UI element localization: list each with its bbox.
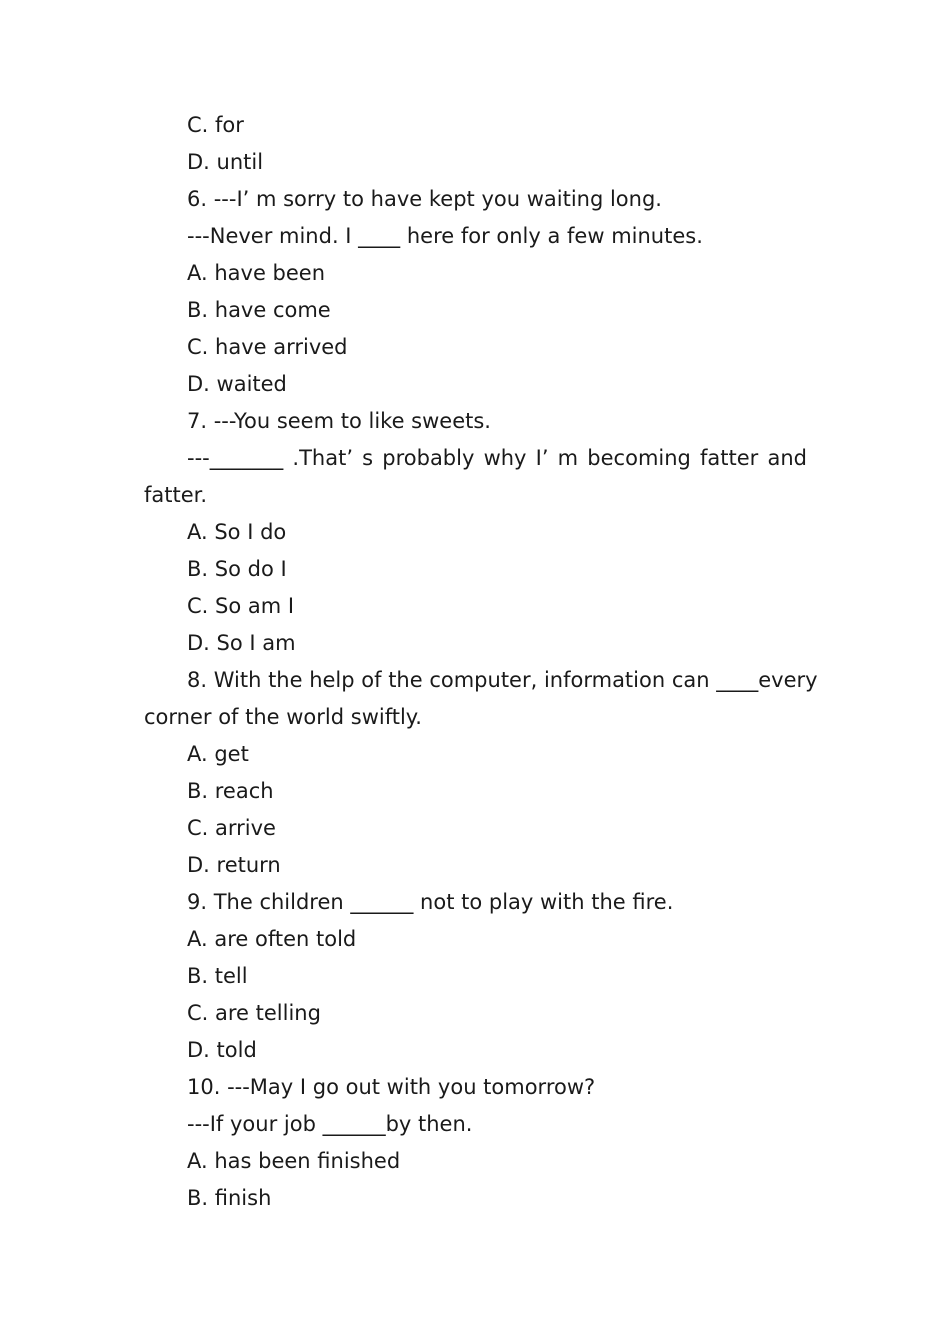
q8-option-c: C. arrive (187, 816, 276, 840)
q8-stem-line1: 8. With the help of the computer, information can ____every (187, 668, 818, 692)
q6-stem: 6. ---I’ m sorry to have kept you waiting long. (187, 187, 662, 211)
q9-option-b: B. tell (187, 964, 248, 988)
q8-option-d: D. return (187, 853, 281, 877)
q7-response-line1: ---_______ .That’ s probably why I’ m becoming fatter and (187, 446, 807, 470)
q8-option-b: B. reach (187, 779, 274, 803)
q6-option-c: C. have arrived (187, 335, 348, 359)
q9-option-c: C. are telling (187, 1001, 321, 1025)
q10-option-b: B. finish (187, 1186, 272, 1210)
q6-option-a: A. have been (187, 261, 326, 285)
q9-option-a: A. are often told (187, 927, 357, 951)
q8-option-a: A. get (187, 742, 249, 766)
q7-option-d: D. So I am (187, 631, 296, 655)
q9-stem: 9. The children ______ not to play with the fire. (187, 890, 674, 914)
q6-option-b: B. have come (187, 298, 331, 322)
q7-option-c: C. So am I (187, 594, 295, 618)
q10-stem: 10. ---May I go out with you tomorrow? (187, 1075, 596, 1099)
q6-response: ---Never mind. I ____ here for only a few minutes. (187, 224, 703, 248)
q7-stem: 7. ---You seem to like sweets. (187, 409, 491, 433)
q7-response-line2: fatter. (144, 483, 208, 507)
q7-option-a: A. So I do (187, 520, 287, 544)
q5-option-c: C. for (187, 113, 244, 137)
q5-option-d: D. until (187, 150, 264, 174)
q10-option-a: A. has been finished (187, 1149, 401, 1173)
q9-option-d: D. told (187, 1038, 257, 1062)
q8-stem-line2: corner of the world swiftly. (144, 705, 422, 729)
q7-option-b: B. So do I (187, 557, 287, 581)
q6-option-d: D. waited (187, 372, 287, 396)
q10-response: ---If your job ______by then. (187, 1112, 473, 1136)
